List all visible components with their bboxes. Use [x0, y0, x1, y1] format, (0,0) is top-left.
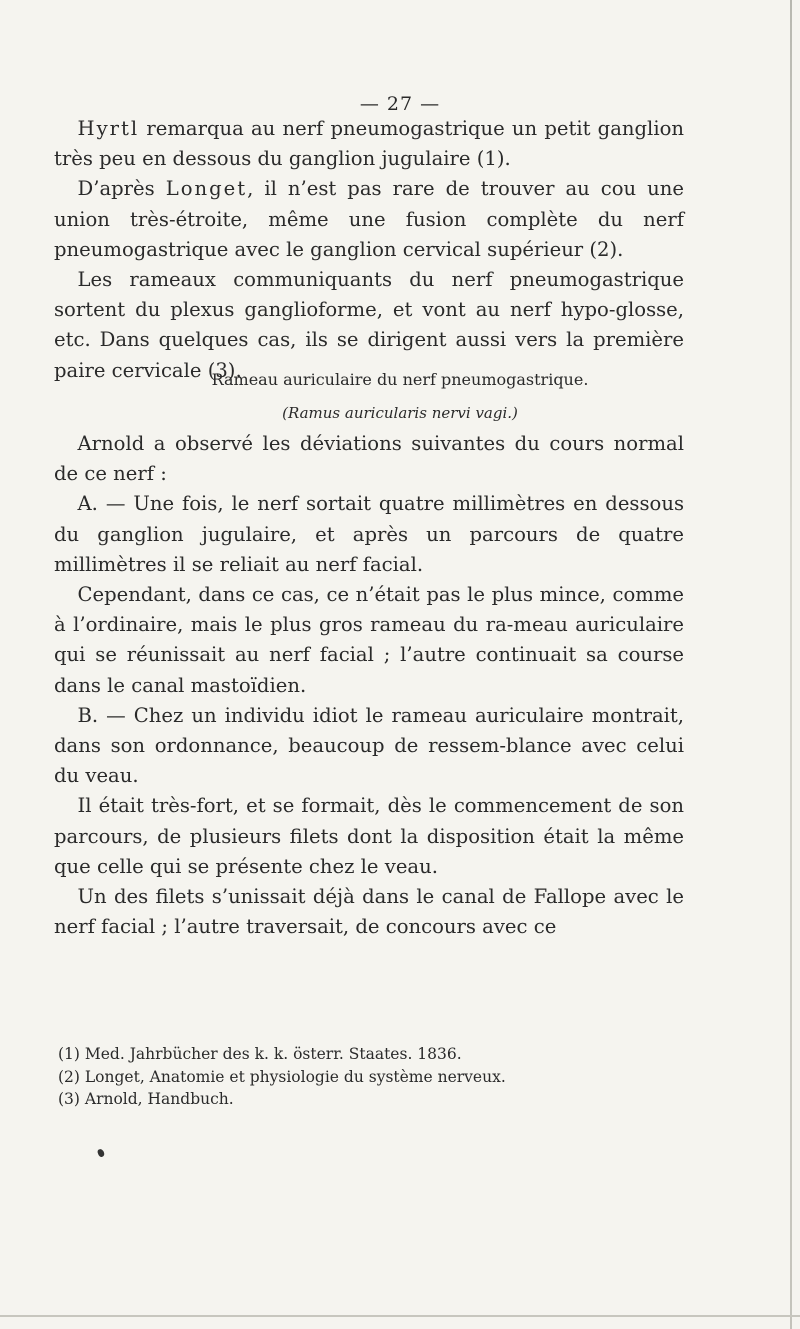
footnote: (2) Longet, Anatomie et physiologie du système nerveux.: [58, 1067, 506, 1086]
body-text-bottom: [54, 429, 684, 942]
paragraph: B. — Chez un individu idiot le rameau auriculaire montrait, dans son ordonnance, beaucoup de ressem-blance avec celui du veau.: [54, 703, 684, 788]
author-name: Hyrtl: [77, 117, 140, 140]
paragraph-lead: D’après: [77, 177, 166, 201]
paragraph-text: Les rameaux communiquants du nerf pneumogastrique sortent du plexus ganglioforme, et vont au nerf hypo-glosse, etc. Dans quelques cas, ils se dirigent aussi vers la première paire cervicale (3).: [54, 268, 684, 382]
page-number: — 27 —: [359, 93, 441, 115]
paragraph: Il était très-fort, et se formait, dès le commencement de son parcours, de plusieurs filets dont la disposition était la même que celle qui se présente chez le veau.: [54, 794, 684, 878]
paragraph-text: remarqua au nerf pneumogastrique un petit ganglion très peu en dessous du ganglion jugulaire (1).: [54, 117, 684, 171]
page-edge-bottom: [0, 1315, 800, 1317]
footnote: (3) Arnold, Handbuch.: [58, 1090, 234, 1108]
paragraph: Cependant, dans ce cas, ce n’était pas le plus mince, comme à l’ordinaire, mais le plus gros rameau du ra-meau auriculaire qui se réunissait au nerf facial ; l’autre continuait sa course dans le canal mastoïdien.: [54, 583, 684, 697]
paragraph: Un des filets s’unissait déjà dans le canal de Fallope avec le nerf facial ; l’autre traversait, de concours avec ce: [54, 885, 684, 939]
paragraph: A. — Une fois, le nerf sortait quatre millimètres en dessous du ganglion jugulaire, et après un parcours de quatre millimètres il se reliait au nerf facial.: [54, 492, 684, 576]
footnote: (1) Med. Jahrbücher des k. k. österr. Staates. 1836.: [58, 1045, 462, 1063]
ink-blot-mark: [97, 1148, 105, 1158]
section-heading: Rameau auriculaire du nerf pneumogastrique.: [211, 370, 589, 389]
section-heading-latin: (Ramus auricularis nervi vagi.): [282, 404, 518, 422]
paragraph-rameaux: [54, 265, 684, 386]
page-edge-right: [790, 0, 792, 1329]
paragraph-text: , il n’est pas rare de trouver au cou une union très-étroite, même une fusion complète du nerf pneumogastrique avec le ganglion cervical supérieur (2).: [54, 177, 684, 261]
footnotes: [58, 1043, 678, 1111]
author-name: Longet: [165, 177, 248, 201]
body-text-top: [54, 114, 684, 386]
paragraph-hyrtl: [54, 114, 684, 174]
paragraph: Arnold a observé les déviations suivantes du cours normal de ce nerf :: [54, 432, 684, 486]
paragraph-longet: [54, 174, 684, 265]
